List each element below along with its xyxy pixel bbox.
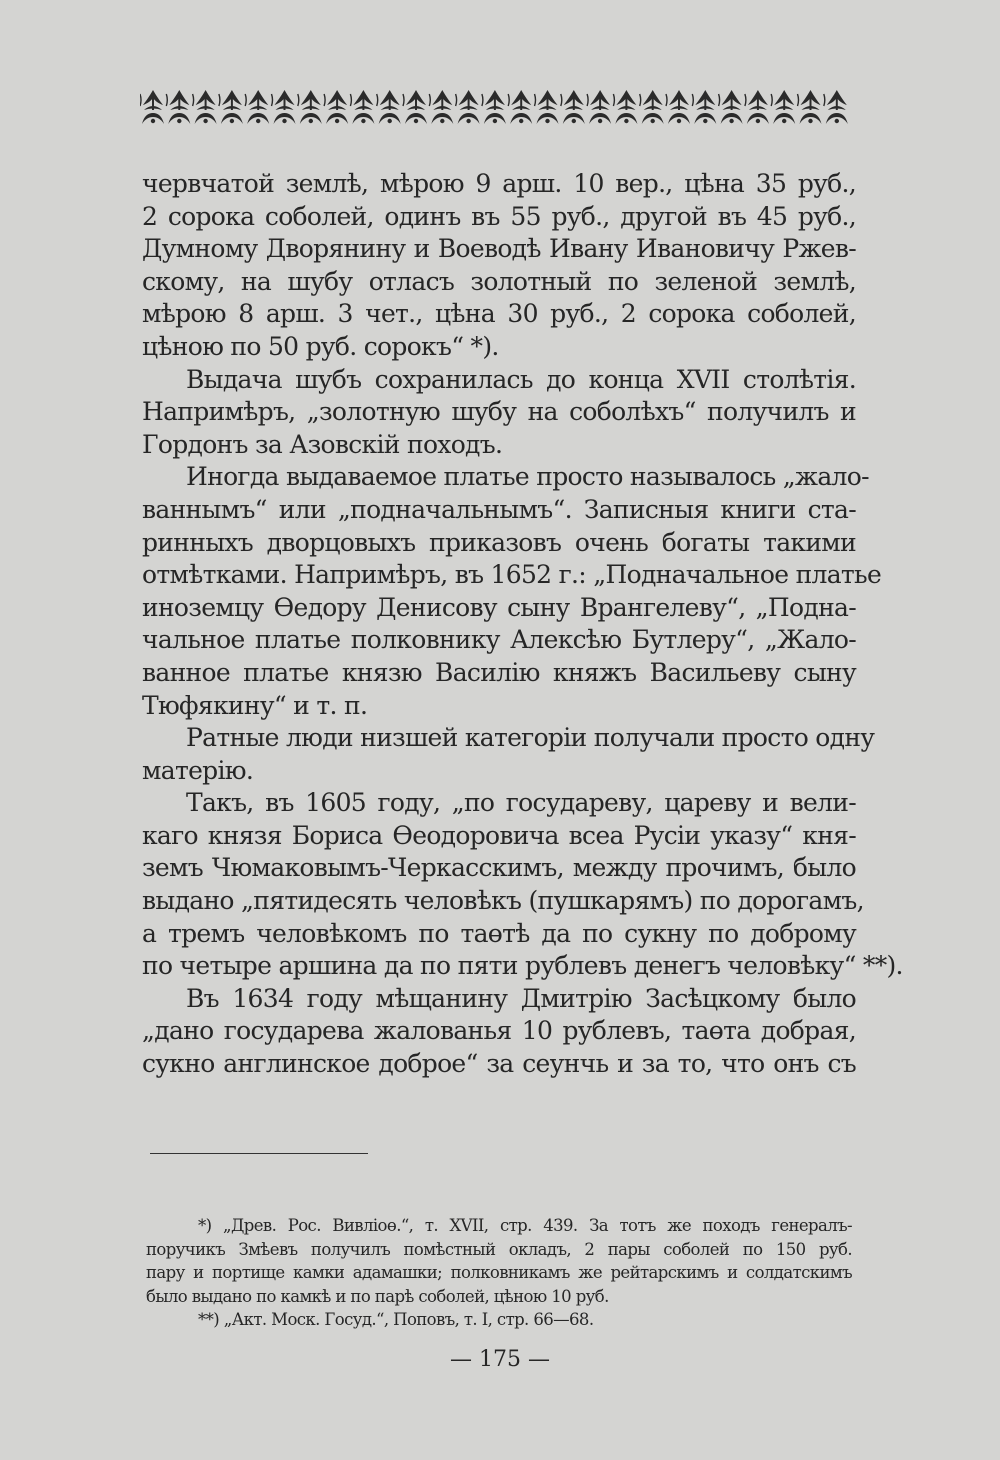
paragraph	[142, 787, 903, 983]
text-line: ваннымъ“ или „подначальнымъ“. Записныя книги ста-	[142, 494, 856, 524]
text-line: а тремъ человѣкомъ по таөтѣ да по сукну по доброму	[142, 918, 856, 948]
ornament-motif	[140, 90, 164, 124]
ornament-motif	[324, 90, 348, 124]
main-text	[142, 168, 903, 1081]
text-line: „дано государева жалованья 10 рублевъ, таөта добрая,	[142, 1016, 856, 1046]
text-line: по четыре аршина да по пяти рублевъ денегъ человѣку“ **).	[142, 951, 903, 981]
ornament-motif	[193, 90, 217, 124]
text-line: скому, на шубу отласъ золотный по зеленой землѣ,	[142, 266, 856, 296]
ornament-motif	[350, 90, 374, 124]
ornament-motif	[298, 90, 322, 124]
ornament-motif	[508, 90, 532, 124]
ornament-motif	[561, 90, 585, 124]
ornament-motif	[429, 90, 453, 124]
text-line: червчатой землѣ, мѣрою 9 арш. 10 вер., цѣна 35 руб.,	[142, 169, 856, 198]
paragraph	[142, 461, 882, 722]
text-line: земъ Чюмаковымъ-Черкасскимъ, между прочимъ, было	[142, 853, 856, 883]
ornament-motif	[482, 90, 506, 124]
footnote-line: пару и портище камки адамашки; полковникамъ же рейтарскимъ и солдатскимъ	[146, 1263, 852, 1282]
ornament-motif	[692, 90, 716, 124]
ornament-motif	[613, 90, 637, 124]
text-line: Напримѣръ, „золотную шубу на соболѣхъ“ получилъ и	[142, 397, 856, 427]
text-line: сукно англинское доброе“ за сеунчь и за то, что онъ съ	[142, 1049, 856, 1079]
text-line: Думному Дворянину и Воеводѣ Ивану Ивановичу Ржев-	[142, 234, 856, 264]
text-line: иноземцу Өедору Денисову сыну Врангелеву“, „Подна-	[142, 592, 856, 622]
text-line: матерію.	[142, 755, 254, 785]
text-line: чальное платье полковнику Алексѣю Бутлеру“, „Жало-	[142, 625, 856, 655]
footnote-line: поручикъ Змѣевъ получилъ помѣстный окладъ, 2 пары соболей по 150 руб.	[146, 1239, 852, 1259]
footnote-line: *) „Древ. Рос. Вивліоө.“, т. XVII, стр. 439. За тотъ же походъ генералъ-	[198, 1216, 852, 1235]
ornament-motif	[245, 90, 269, 124]
text-line: Выдача шубъ сохранилась до конца XVII столѣтія.	[186, 364, 856, 394]
text-line: выдано „пятидесять человѣкъ (пушкарямъ) по дорогамъ,	[142, 886, 864, 916]
footnote-separator	[150, 1153, 368, 1154]
ornament-motif	[771, 90, 795, 124]
ornament-motif	[719, 90, 743, 124]
ornament-motif	[824, 90, 848, 124]
ornament-motif	[403, 90, 427, 124]
text-line: ринныхъ дворцовыхъ приказовъ очень богаты такими	[142, 527, 856, 557]
text-line: Ратные люди низшей категоріи получали просто одну	[186, 723, 875, 753]
text-line: отмѣтками. Напримѣръ, въ 1652 г.: „Подначальное платье	[142, 560, 882, 590]
footnotes	[146, 1214, 852, 1332]
ornament-motif	[535, 90, 559, 124]
page-number: — 175 —	[450, 1347, 550, 1372]
text-line: Гордонъ за Азовскій походъ.	[142, 429, 503, 459]
decorative-header-border	[140, 86, 850, 128]
ornament-motif	[456, 90, 480, 124]
ornament-motif	[640, 90, 664, 124]
text-line: Въ 1634 году мѣщанину Дмитрію Засѣцкому было	[186, 983, 856, 1013]
paragraph	[142, 168, 856, 364]
text-line: Иногда выдаваемое платье просто называлось „жало-	[186, 462, 869, 492]
text-line: Тюфякину“ и т. п.	[142, 690, 368, 720]
text-line: каго князя Бориса Өеодоровича всеа Русіи указу“ кня-	[142, 820, 856, 850]
paragraph	[142, 983, 856, 1081]
ornament-motif	[587, 90, 611, 124]
ornament-motif	[377, 90, 401, 124]
footnote-line: **) „Акт. Моск. Госуд.“, Поповъ, т. I, стр. 66—68.	[198, 1310, 594, 1329]
ornament-motif	[166, 90, 190, 124]
footnote	[146, 1214, 852, 1308]
text-line: ванное платье князю Василію княжъ Васильеву сыну	[142, 657, 856, 687]
paragraph	[142, 364, 856, 462]
footnote	[146, 1308, 852, 1332]
footnote-line: было выдано по камкѣ и по парѣ соболей, цѣною 10 руб.	[146, 1286, 609, 1306]
ornament-motif	[798, 90, 822, 124]
text-line: 2 сорока соболей, одинъ въ 55 руб., другой въ 45 руб.,	[142, 201, 856, 231]
ornament-motif	[666, 90, 690, 124]
ornament-motif	[219, 90, 243, 124]
ornament-motif	[272, 90, 296, 124]
ornament-motif	[745, 90, 769, 124]
text-line: Такъ, въ 1605 году, „по государеву, цареву и вели-	[186, 788, 856, 818]
paragraph	[142, 722, 875, 787]
text-line: мѣрою 8 арш. 3 чет., цѣна 30 руб., 2 сорока соболей,	[142, 299, 856, 329]
text-line: цѣною по 50 руб. сорокъ“ *).	[142, 331, 499, 361]
